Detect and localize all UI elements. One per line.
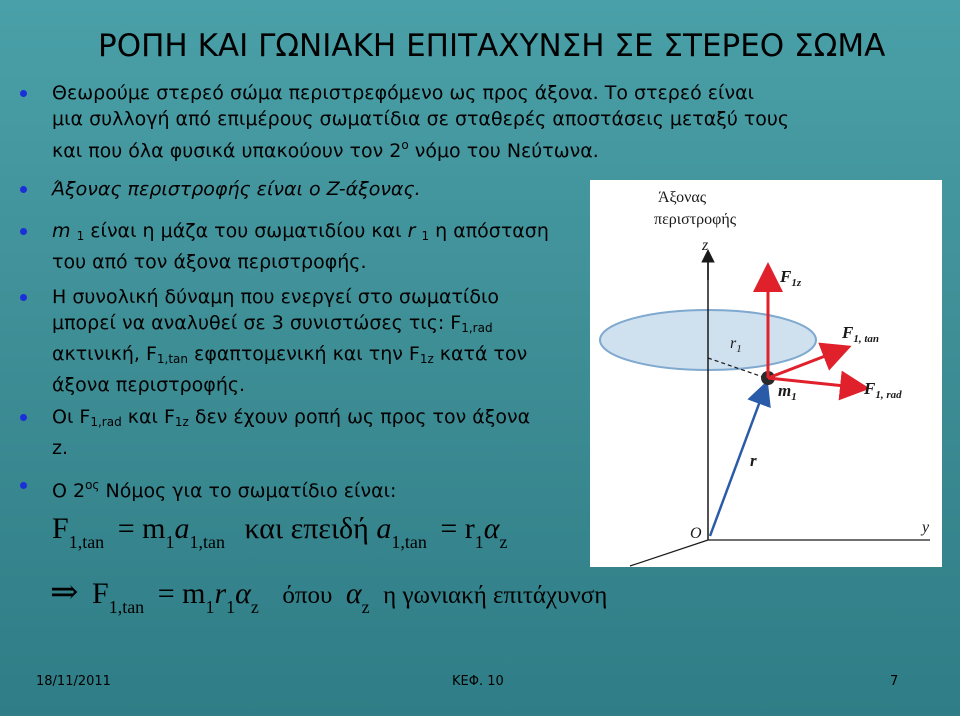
- bullet-4-line-3: ακτινική, $F_{1,tan}$ εφαπτομενική και την $F_{1z}$ κατά τον: [52, 343, 528, 366]
- m1-label: $m_1$: [778, 381, 797, 403]
- bullet-1-line-1: Θεωρούμε στερεό σώμα περιστρεφόμενο ως προς άξονα. Το στερεό είναι: [52, 82, 755, 104]
- bullet-dot: [20, 482, 27, 489]
- rotation-figure: [590, 180, 942, 567]
- r-vector: [710, 385, 766, 536]
- O-label: O: [690, 525, 702, 542]
- equation-1: $F_{1,tan} = m_1a_{1,tan}$ και επειδή $a_{1,tan} = r_1\alpha_z$: [52, 512, 508, 552]
- footer-page-number: 7: [890, 674, 899, 689]
- axis-label-2: περιστροφής: [654, 211, 737, 228]
- bullet-dot: [20, 90, 27, 97]
- bullet-4-line-1: Η συνολική δύναμη που ενεργεί στο σωματίδιο: [52, 286, 500, 308]
- bullet-dot: [20, 228, 27, 235]
- bullet-3-line-2: του από τον άξονα περιστροφής.: [52, 251, 367, 273]
- r-label: r: [750, 451, 757, 470]
- footer-date: 18/11/2011: [36, 674, 111, 689]
- footer-chapter: ΚΕΦ. 10: [452, 674, 504, 689]
- bullet-6-text: Ο $2^{o\varsigma}$ Νόμος για το σωματίδιο είναι:: [52, 478, 397, 502]
- rotation-diagram: [590, 180, 942, 567]
- bullet-dot: [20, 186, 27, 193]
- bullet-4-line-4: άξονα περιστροφής.: [52, 374, 246, 396]
- F1rad-label: $F_{1, rad}$: [864, 379, 902, 401]
- bullet-2-text: Άξονας περιστροφής είναι ο Z-άξονας.: [52, 178, 421, 200]
- F1z-label: $F_{1z}$: [780, 267, 802, 289]
- bullet-dot: [20, 414, 27, 421]
- bullet-1-line-3: και που όλα φυσικά υπακούουν τον $2^o$ νόμο του Νεύτωνα.: [52, 138, 599, 162]
- slide-title: ΡΟΠΗ ΚΑΙ ΓΩΝΙΑΚΗ ΕΠΙΤΑΧΥΝΣΗ ΣΕ ΣΤΕΡΕΟ ΣΩΜΑ: [98, 28, 886, 64]
- bullet-dot: [20, 294, 27, 301]
- F1tan-label: $F_{1, tan}$: [842, 323, 880, 345]
- bullet-3-line-1: m $_1$ είναι η μάζα του σωματιδίου και r $_1$ η απόσταση: [52, 220, 549, 243]
- equation-2: ⇒ $F_{1,tan} = m_1r_1\alpha_z$ όπου $\alpha_z$ η γωνιακή επιτάχυνση: [50, 574, 608, 617]
- bullet-5-line-2: z.: [52, 437, 69, 459]
- z-label: z: [702, 237, 709, 254]
- r1-label: $r_1$: [730, 335, 742, 355]
- x-axis: [630, 540, 708, 566]
- axis-label-1: Άξονας: [658, 189, 707, 206]
- bullet-5-line-1: Οι $F_{1,rad}$ και $F_{1z}$ δεν έχουν ροπή ως προς τον άξονα: [52, 406, 531, 429]
- y-label: y: [922, 519, 930, 536]
- bullet-4-line-2: μπορεί να αναλυθεί σε 3 συνιστώσες τις: $F_{1,rad}$: [52, 312, 493, 335]
- bullet-1-line-2: μια συλλογή από επιμέρους σωματίδια σε σταθερές αποστάσεις μεταξύ τους: [52, 108, 790, 130]
